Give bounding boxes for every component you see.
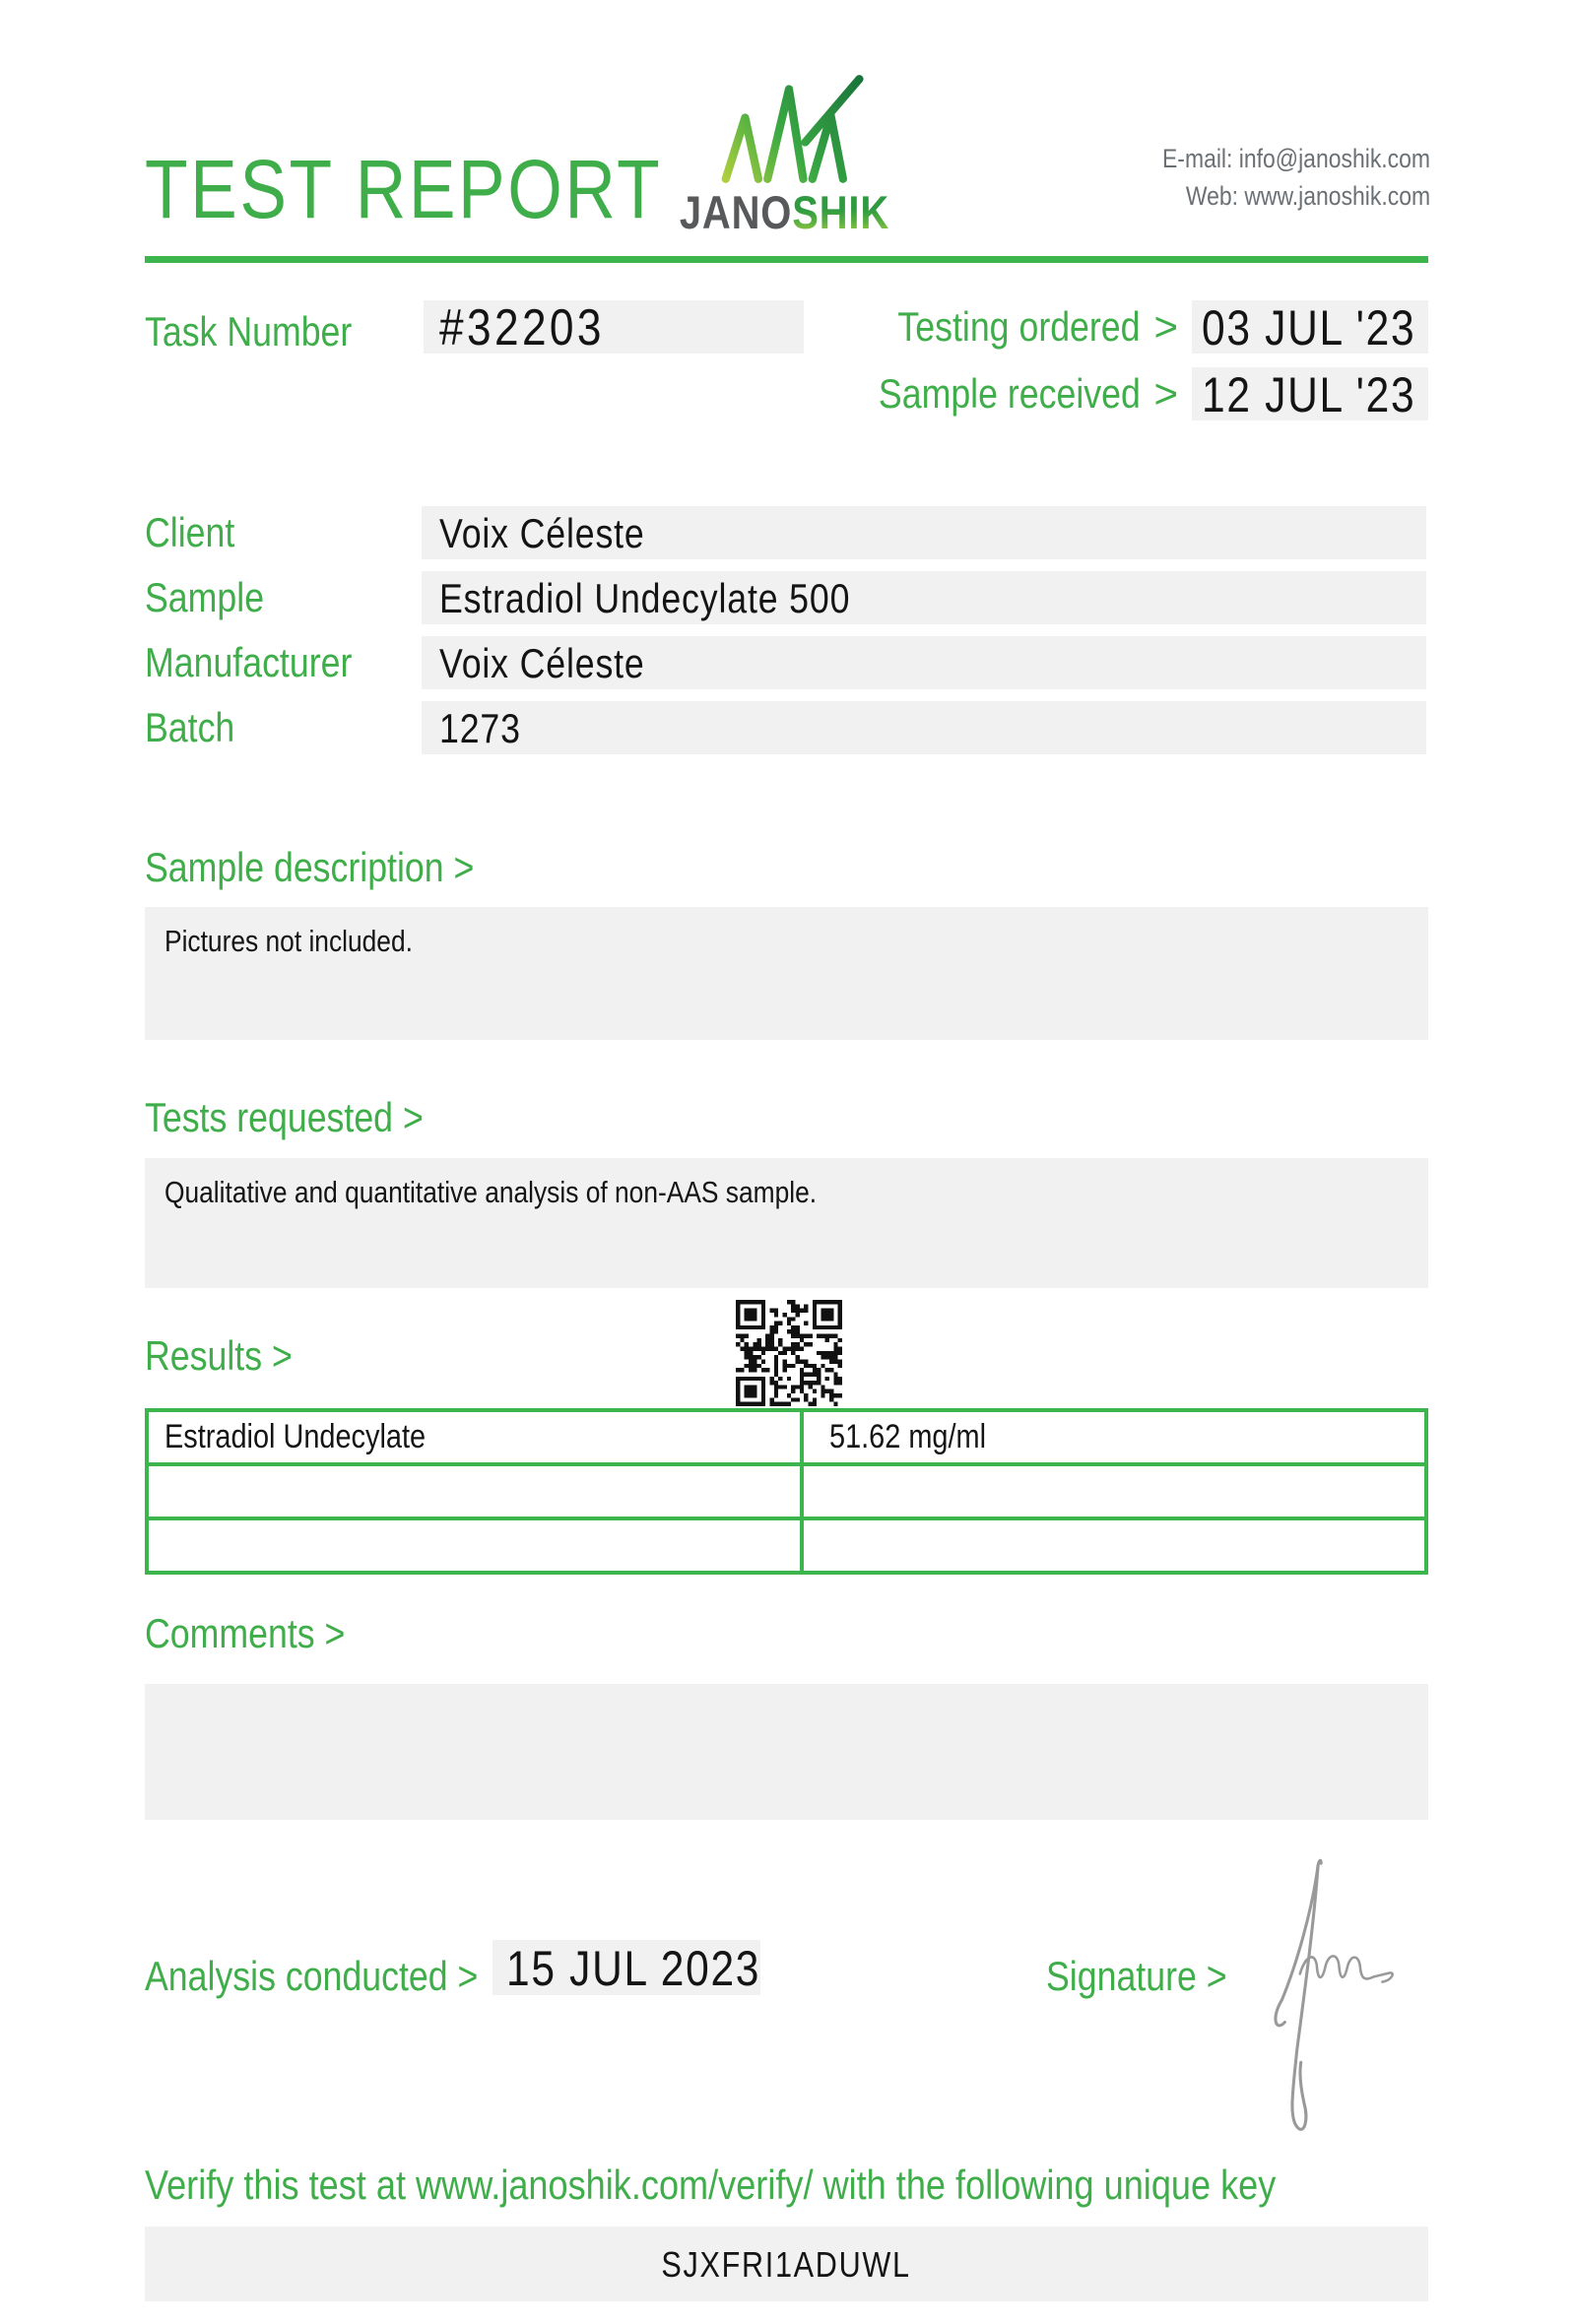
signature-label-text: Signature > xyxy=(1046,1953,1227,1999)
results-table-row xyxy=(149,1412,1424,1462)
batch-value-text: 1273 xyxy=(439,705,521,751)
verify-key-text: SJXFRI1ADUWL xyxy=(661,2244,912,2285)
task-number-label xyxy=(145,305,388,358)
client-value xyxy=(422,506,1426,559)
result-substance-cell xyxy=(149,1520,804,1571)
sample-received-row xyxy=(832,367,1428,420)
logo-shik: SHIK xyxy=(791,186,889,238)
tests-requested-heading xyxy=(145,1095,473,1140)
signature-label xyxy=(1046,1950,1259,2003)
sample-description-heading xyxy=(145,845,532,890)
logo-jano: JANO xyxy=(679,186,792,238)
sample-received-label xyxy=(832,367,1141,420)
verify-instruction xyxy=(145,2163,1460,2208)
qr-code xyxy=(735,1300,843,1406)
contact-email-text: E-mail: info@janoshik.com xyxy=(1161,144,1430,173)
analysis-conducted-label xyxy=(145,1950,537,2003)
testing-ordered-arrow: > xyxy=(1153,303,1178,350)
sample-received-arrow: > xyxy=(1153,370,1178,417)
logo-wordmark-text xyxy=(679,186,889,238)
sample-value xyxy=(422,571,1426,624)
results-heading xyxy=(145,1333,318,1379)
sample-received-value xyxy=(1192,367,1428,420)
task-number-label-text: Task Number xyxy=(145,308,353,355)
comments-box xyxy=(145,1684,1428,1820)
comments-heading-text: Comments > xyxy=(145,1610,346,1656)
result-substance-cell xyxy=(149,1466,804,1517)
verify-key-box xyxy=(145,2227,1428,2301)
result-value-cell xyxy=(804,1412,1424,1462)
tests-requested-heading-text: Tests requested > xyxy=(145,1094,424,1140)
result-substance-text: Estradiol Undecylate xyxy=(164,1418,427,1455)
sample-description-heading-text: Sample description > xyxy=(145,844,475,890)
manufacturer-value-text: Voix Céleste xyxy=(439,640,645,686)
analysis-conducted-label-text: Analysis conducted > xyxy=(145,1953,479,1999)
results-table xyxy=(145,1408,1428,1575)
contact-web-text: Web: www.janoshik.com xyxy=(1185,181,1430,211)
result-value-text: 51.62 mg/ml xyxy=(829,1418,987,1455)
testing-ordered-value xyxy=(1192,300,1428,354)
results-table-row xyxy=(149,1517,1424,1571)
page-title-text: TEST REPORT xyxy=(145,143,663,235)
testing-ordered-value-text: 03 JUL '23 xyxy=(1202,300,1416,355)
result-value-cell xyxy=(804,1466,1424,1517)
signature-image xyxy=(1269,1853,1407,2145)
results-heading-text: Results > xyxy=(145,1332,293,1379)
task-number-value xyxy=(424,300,804,354)
task-number-value-text: #32203 xyxy=(439,299,605,356)
sample-label xyxy=(145,571,285,624)
sample-received-label-text: Sample received xyxy=(878,370,1141,417)
client-value-text: Voix Céleste xyxy=(439,510,645,556)
sample-label-text: Sample xyxy=(145,574,265,620)
batch-label xyxy=(145,701,250,754)
sample-received-value-text: 12 JUL '23 xyxy=(1202,367,1416,422)
client-label xyxy=(145,506,250,559)
comments-heading xyxy=(145,1611,380,1656)
client-label-text: Client xyxy=(145,509,235,555)
batch-label-text: Batch xyxy=(145,704,235,750)
janoshik-logo xyxy=(656,73,912,238)
contact-email xyxy=(1115,140,1430,177)
contact-block xyxy=(1115,140,1430,215)
results-table-row xyxy=(149,1462,1424,1517)
tests-requested-text: Qualitative and quantitative analysis of non-AAS sample. xyxy=(164,1175,818,1209)
testing-ordered-label xyxy=(855,300,1141,354)
testing-ordered-row xyxy=(855,300,1428,354)
contact-web xyxy=(1115,177,1430,215)
manufacturer-label-text: Manufacturer xyxy=(145,639,353,685)
batch-value xyxy=(422,701,1426,754)
result-value-cell xyxy=(804,1520,1424,1571)
header-divider xyxy=(145,256,1428,263)
verify-instruction-text: Verify this test at www.janoshik.com/verify/ with the following unique key xyxy=(145,2162,1277,2208)
analysis-conducted-value xyxy=(492,1940,760,1995)
logo-wordmark xyxy=(656,186,912,238)
testing-ordered-label-text: Testing ordered xyxy=(897,303,1141,350)
result-substance-cell xyxy=(149,1412,804,1462)
tests-requested-box xyxy=(145,1158,1428,1288)
sample-description-box xyxy=(145,907,1428,1040)
growth-chart-icon xyxy=(711,73,869,187)
sample-value-text: Estradiol Undecylate 500 xyxy=(439,575,851,621)
sample-description-text: Pictures not included. xyxy=(164,924,413,958)
manufacturer-value xyxy=(422,636,1426,689)
manufacturer-label xyxy=(145,636,388,689)
analysis-conducted-value-text: 15 JUL 2023 xyxy=(506,1941,761,1996)
